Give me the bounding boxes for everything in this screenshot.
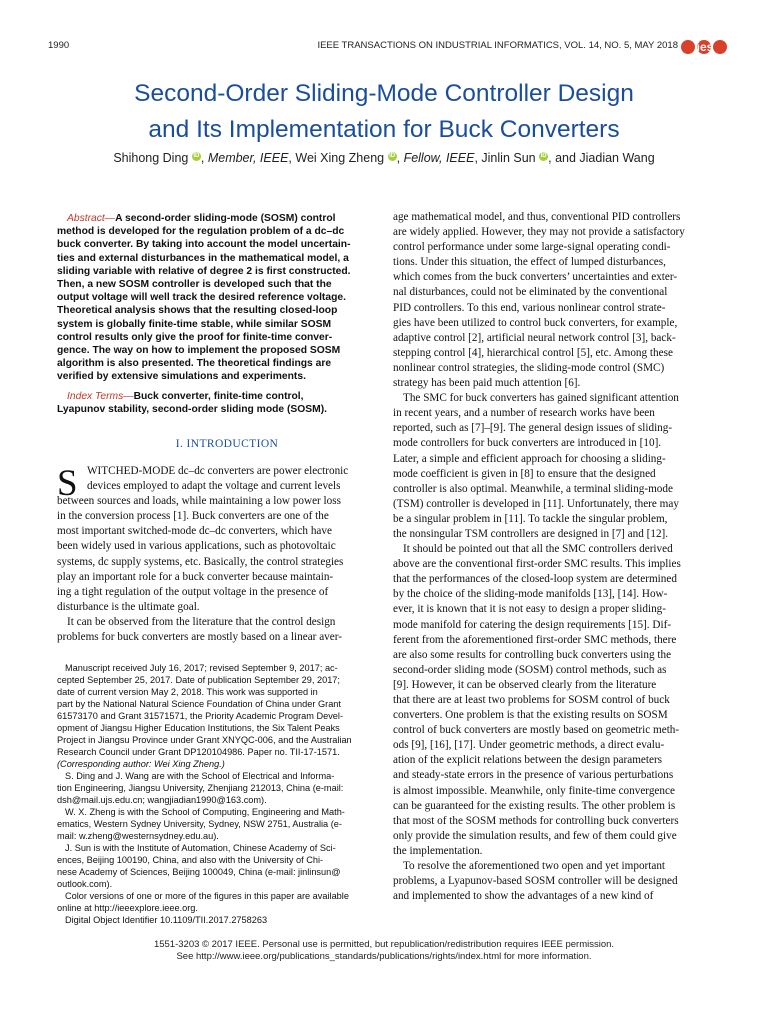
body-line: tions. Under this situation, the effect of lumped disturbances,	[393, 256, 666, 269]
body-line: are also some results for controlling buck converters using the	[393, 648, 672, 661]
footnote-line: (Corresponding author: Wei Xing Zheng.)	[57, 759, 225, 769]
footnote-line: S. Ding and J. Wang are with the School of Electrical and Informa-	[65, 771, 335, 781]
body-line: ing a tight regulation of the output voltage in the presence of	[57, 585, 329, 598]
abstract-line: gence. The way on how to implement the proposed SOSM	[57, 345, 341, 357]
section-heading: I. INTRODUCTION	[175, 438, 279, 450]
body-line: been widely used in various applications, such as photovoltaic	[57, 540, 336, 553]
abstract-line: verified by extensive simulations and experiments.	[57, 371, 306, 383]
body-line: mode coefficient is given in [8] to ensure that the designed	[393, 467, 656, 480]
abstract-line: sliding variable with relative of degree 2 is first constructed.	[57, 265, 351, 277]
body-line: between sources and loads, while maintaining a low power loss	[57, 495, 341, 508]
body-line: are widely applied. However, they may not provide a satisfactory	[393, 226, 685, 239]
index-terms-line: Lyapunov stability, second-order sliding mode (SOSM).	[57, 404, 328, 416]
body-line: PID controllers. To this end, various nonlinear control strate-	[393, 301, 666, 314]
orcid-icon[interactable]: iD	[389, 153, 396, 159]
body-line: be a singular problem in [11]. To tackle the singular problem,	[393, 512, 668, 525]
body-line: controller is also optimal. Meanwhile, a terminal sliding-mode	[393, 482, 673, 495]
body-line: control performance under some large-signal operating condi-	[393, 241, 671, 254]
ies-logo-text: ies	[696, 40, 714, 54]
body-line: The SMC for buck converters has gained significant attention	[403, 392, 679, 405]
orcid-icon[interactable]: iD	[540, 153, 547, 159]
footnote-line: Digital Object Identifier 10.1109/TII.2017.2758263	[65, 915, 268, 925]
body-line: stepping control [4], hierarchical control [5], etc. Among these	[393, 346, 673, 359]
body-line: mode manifold for catering the design requirements [15]. Dif-	[393, 618, 672, 631]
abstract-line: ties and external disturbances in the mathematical model, a	[57, 252, 349, 264]
body-line: the nonsingular TSM controllers are designed in [7] and [12].	[393, 527, 669, 540]
abstract-line: algorithm is also presented. The theoretical findings are	[57, 358, 332, 370]
body-line: gies have been utilized to control buck converters, for example,	[393, 316, 678, 329]
body-line: second-order sliding mode (SOSM) control methods, such as	[393, 663, 667, 676]
footnote-line: mail: w.zheng@westernsydney.edu.au).	[57, 831, 219, 841]
body-line: devices employed to adapt the voltage and current levels	[87, 480, 341, 493]
body-line: ever, it is known that it is not easy to design a proper sliding-	[393, 603, 666, 616]
body-line: and steady-state errors in the presence of various perturbations	[393, 769, 674, 782]
body-line: the implementation.	[393, 844, 483, 857]
footnote-line: nese Academy of Sciences, Beijing 100049, China (e-mail: jinlinsun@	[57, 867, 341, 877]
body-line: WITCHED-MODE dc–dc converters are power electronic	[87, 465, 349, 477]
orcid-icon[interactable]: iD	[193, 153, 200, 159]
body-line: It should be pointed out that all the SMC controllers derived	[403, 543, 673, 556]
intro-body	[57, 464, 397, 645]
body-line: [9]. However, it can be observed clearly from the literature	[393, 678, 657, 691]
right-column-body	[393, 210, 721, 904]
body-line: in recent years, and a number of research works have been	[393, 407, 655, 420]
paper-title-line-2: and Its Implementation for Buck Converters	[148, 116, 620, 143]
footnote-line: ences, Beijing 100190, China, and also with the University of Chi-	[57, 855, 324, 865]
body-line: only provide the simulation results, and few of them could give	[393, 829, 677, 842]
author-name: Wei Xing Zheng	[295, 151, 385, 165]
footnote-line: Color versions of one or more of the figures in this paper are available	[65, 891, 349, 901]
body-line: above are the conventional first-order SMC results. This implies	[393, 558, 681, 571]
footnote-line: 61573170 and Grant 31571571, the Priority Academic Program Devel-	[57, 711, 344, 721]
abstract-line: Abstract—A second-order sliding-mode (SOSM) control	[67, 213, 336, 224]
footnote-line: opment of Jiangsu Higher Education Institutions, the Six Talent Peaks	[57, 723, 340, 733]
author-separator: ,	[200, 151, 205, 165]
footnote-line: outlook.com).	[57, 879, 113, 889]
footnote-line: part by the National Natural Science Foundation of China under Grant	[57, 699, 341, 709]
index-terms	[57, 390, 397, 416]
body-line: systems, dc supply systems, etc. Basically, the control strategies	[57, 555, 344, 568]
body-line: To resolve the aforementioned two open and yet important	[403, 860, 666, 873]
author-list	[0, 151, 768, 165]
footnote-line: tion Engineering, Jiangsu University, Zhenjiang 212013, China (e-mail:	[57, 783, 344, 793]
abstract-line: system is globally finite-time stable, while similar SOSM	[57, 318, 332, 330]
author-name: Shihong Ding	[113, 151, 189, 165]
author-name: Jinlin Sun	[481, 151, 536, 165]
footnote-line: Project in Jiangsu Province under Grant XNYQC-006, and the Australian	[57, 735, 352, 745]
body-line: reported, such as [7]–[9]. The general design issues of sliding-	[393, 422, 673, 435]
author-role: Fellow, IEEE	[403, 151, 475, 165]
body-line: disturbance is the ultimate goal.	[57, 600, 200, 613]
body-line: (TSM) controller is developed in [11]. Unfortunately, there may	[393, 497, 679, 510]
body-line: that there are at least two problems for SOSM control of buck	[393, 694, 670, 706]
index-terms-label: Index Terms—	[67, 391, 134, 402]
footnote-line: Manuscript received July 16, 2017; revised September 9, 2017; ac-	[65, 663, 338, 673]
body-line: adaptive control [2], artificial neural network control [3], back-	[393, 331, 676, 344]
footnote	[57, 662, 397, 926]
footnote-line: cepted September 25, 2017. Date of publication September 29, 2017;	[57, 675, 340, 685]
body-line: converters. One problem is that the existing results on SOSM	[393, 709, 668, 722]
drop-cap: S	[57, 463, 78, 504]
body-line: nonlinear control strategies, the sliding-mode control (SMC)	[393, 361, 665, 374]
abstract-line: output voltage will well track the desired reference voltage.	[57, 292, 346, 304]
body-line: Later, a simple and efficient approach for choosing a sliding-	[393, 452, 666, 465]
abstract-line: Theoretical analysis shows that the resulting closed-loop	[57, 305, 338, 317]
body-line: ods [9], [16], [17]. Under geometric methods, a direct evalu-	[393, 739, 665, 752]
body-line: mode controllers for buck converters are introduced in [10].	[393, 437, 662, 450]
author-separator: ,	[474, 151, 478, 165]
abstract-line: Then, a new SOSM controller is developed such that the	[57, 279, 332, 291]
body-line: play an important role for a buck converter because maintain-	[57, 570, 334, 583]
abstract-line: buck converter. By taking into account the model uncertain-	[57, 239, 351, 251]
index-terms-line: Index Terms—Buck converter, finite-time control,	[67, 391, 304, 402]
abstract-line: method is developed for the regulation problem of a dc–dc	[57, 226, 345, 238]
author-name: and Jiadian Wang	[555, 151, 655, 165]
body-line: problems, a Lyapunov-based SOSM controller will be designed	[393, 875, 678, 888]
journal-header: IEEE TRANSACTIONS ON INDUSTRIAL INFORMATICS, VOL. 14, NO. 5, MAY 2018	[317, 40, 678, 51]
body-line: and implemented to show the advantages of a new kind of	[393, 890, 654, 903]
abstract-line: control results only give the proof for finite-time conver-	[57, 331, 333, 343]
footnote-line: date of current version May 2, 2018. This work was supported in	[57, 687, 318, 697]
footnote-line: dsh@mail.ujs.edu.cn; wangjiadian1990@163.com).	[57, 795, 267, 805]
author-separator: ,	[396, 151, 401, 165]
footnote-line: Research Council under Grant DP120104986. Paper no. TII-17-1571.	[57, 747, 340, 757]
permissions-link[interactable]: See http://www.ieee.org/publications_standards/publications/rights/index.html for more information.	[176, 951, 592, 962]
page-number: 1990	[48, 40, 70, 51]
body-line: control of buck converters are mostly based on geometric meth-	[393, 724, 680, 737]
abstract	[57, 212, 397, 384]
body-line: strategy has been paid much attention [6].	[393, 377, 581, 390]
body-line: ation of the explicit relations between the design parameters	[393, 754, 663, 767]
author-separator: ,	[548, 151, 552, 165]
body-line: It can be observed from the literature that the control design	[67, 615, 336, 628]
paper-title-line-1: Second-Order Sliding-Mode Controller Design	[134, 80, 634, 107]
author-separator: ,	[288, 151, 292, 165]
body-line: problems for buck converters are mostly based on a linear aver-	[57, 631, 342, 644]
author-role: Member, IEEE	[207, 151, 289, 165]
body-line: is almost impossible. Meanwhile, only finite-time convergence	[393, 784, 675, 797]
body-line: most important switched-mode dc–dc converters, which have	[57, 525, 332, 538]
footnote-line: ematics, Western Sydney University, Sydney, NSW 2751, Australia (e-	[57, 819, 342, 829]
body-line: can be guaranteed for the existing results. The other problem is	[393, 799, 676, 812]
body-line: ferent from the aforementioned first-order SMC methods, there	[393, 633, 677, 646]
body-line: in the conversion process [1]. Buck converters are one of the	[57, 510, 329, 523]
footnote-line: W. X. Zheng is with the School of Computing, Engineering and Math-	[65, 807, 345, 817]
body-line: that the performances of the closed-loop system are determined	[393, 573, 677, 586]
body-line: age mathematical model, and thus, conventional PID controllers	[393, 211, 681, 223]
body-line: by the choice of the sliding-mode manifolds [13], [14]. How-	[393, 588, 668, 601]
footnote-line: J. Sun is with the Institute of Automation, Chinese Academy of Sci-	[65, 843, 336, 853]
abstract-label: Abstract—	[67, 213, 116, 224]
body-line: that most of the SOSM methods for controlling buck converters	[393, 814, 679, 827]
body-line: which comes from the buck converters’ uncertainties and exter-	[393, 271, 678, 284]
footnote-line: online at http://ieeexplore.ieee.org.	[57, 903, 198, 913]
copyright-line: 1551-3203 © 2017 IEEE. Personal use is permitted, but republication/redistribution requires IEEE permission.	[153, 939, 615, 950]
ies-logo	[680, 34, 730, 60]
body-line: nal disturbances, could not be eliminated by the conventional	[393, 286, 668, 299]
